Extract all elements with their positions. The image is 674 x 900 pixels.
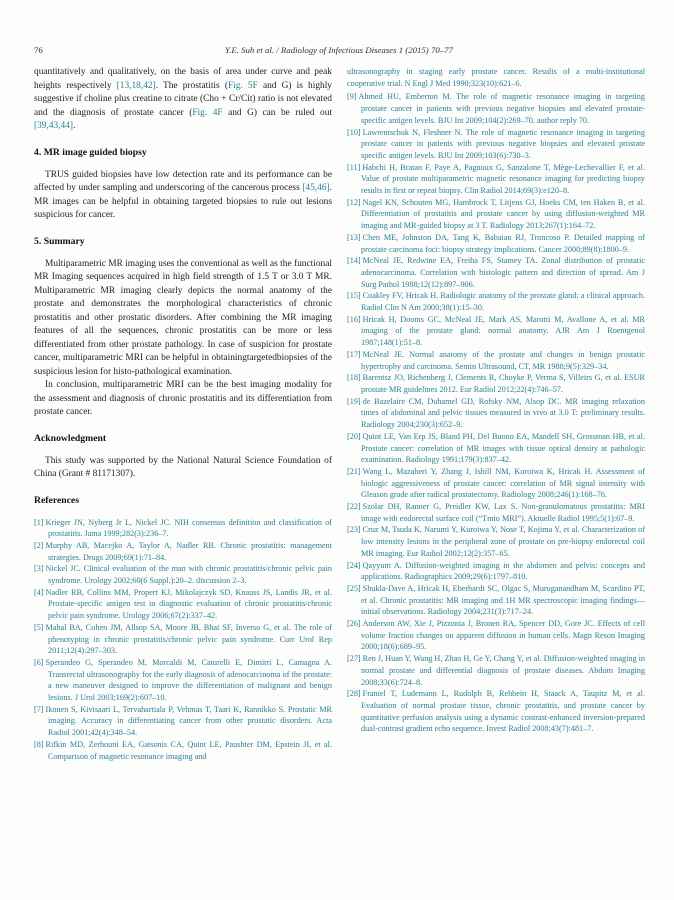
reference-entry <box>347 653 645 688</box>
reference-text: McNeal JE. Normal anatomy of the prostate and changes in benign prostatic hypertrophy and carcinoma. Semin Ultrasound, CT, MR 1988;9(5):329–34. <box>361 349 645 371</box>
reference-number: [4] <box>34 587 44 597</box>
acknowledgment-heading: Acknowledgment <box>34 432 107 444</box>
paragraph-summary-1: Multiparametric MR imaging uses the conventional as well as the functional MR Imaging sequences acquired in high field strength of 1.5 T or 3.0 T MR. Multiparametric MR imaging clearly depicts the normal anatomy of the prostate and demonstrates the morphological characteristics of chronic prostatitis and other prostatic disorders. After combining the MR imaging features of all the sequences, chronic prostatitis can be more or less differentiated from other prostate pathology. In case of suspicion for prostate cancer, multiparametric MRI can be helpful in obtainingtargetedbiopsies of the suspicious lesion for histo-pathological examination. <box>34 258 332 377</box>
reference-entry <box>347 560 645 583</box>
reference-entry <box>34 563 332 586</box>
reference-entry <box>347 583 645 618</box>
page-body <box>34 66 645 762</box>
text-run: quantitatively and qualitatively, on the basis of area under curve and peak heights respectively <box>34 67 332 91</box>
reference-text: Nagel KN, Schouten MG, Hambrock T, Litjens GJ, Hoeks CM, ten Haken B, et al. Differentiation of prostatitis and prostate cancer by using diffusion-weighted MR imaging and MR-guided biopsy at 3 T. Radiology 2013;267(1):164–72. <box>361 197 645 231</box>
reference-entry <box>34 587 332 622</box>
reference-entry <box>347 349 645 372</box>
reference-entry <box>34 540 332 563</box>
citation-link[interactable]: Fig. 4F <box>192 107 223 118</box>
references-heading: References <box>34 494 80 506</box>
reference-number: [22] <box>347 502 361 512</box>
reference-text: Szolar DH, Ranner G, Preidler KW, Lax S. Non-granulomatous prostatitis: MRI image with endorectal surface coil (“Tmio MRI”). Aktuelle Radiol 1995;5(1):67–9. <box>361 502 645 523</box>
reference-entry <box>347 255 645 290</box>
reference-number: [16] <box>347 314 361 324</box>
reference-text: de Bazelaire CM, Duhamel GD, Rofsky NM, Alsop DC. MR imaging relaxation times of abdominal and pelvic tissues measured in vivo at 3.0 T: preliminary results. Radiology 2004;230(3):652–9. <box>361 396 645 430</box>
reference-text: McNeal JE, Redwine EA, Freiha FS, Stamey TA. Zonal distribution of prostatic adenocarcinoma. Correlation with histologic pattern and direction of spread. Am J Surg Pathol 1988;12(12):897–906. <box>361 256 645 289</box>
reference-text: Wang L, Mazaheri Y, Zhang J, Ishill NM, Kuroiwa K, Hricak H. Assessment of biologic aggressiveness of prostate cancer: correlation of MR signal intensity with Gleason grade after radical prostatectomy. Radiology 2008;246(1):168–76. <box>361 466 645 500</box>
left-column <box>34 66 332 762</box>
reference-number: [15] <box>347 291 361 301</box>
reference-text: Franiel T, Ludemann L, Rudolph B, Rehbein H, Staack A, Taupitz M, et al. Evaluation of normal prostate tissue, chronic prostatitis, and prostate cancer by quantitative perfusion analysis using a dynamic contrast-enhanced inversion-prepared dual-contrast gradient echo sequence. Invest Radiol 2008;43(7):481–7. <box>361 689 645 734</box>
reference-entry <box>34 517 332 540</box>
reference-entry <box>347 688 645 735</box>
reference-entry <box>347 466 645 501</box>
reference-text: Barentsz JO, Richenberg J, Clements R, Choyke P, Verma S, Villeirs G, et al. ESUR prostate MR guidelines 2012. Eur Radiol 2012;22(4):746–57. <box>361 373 645 394</box>
reference-text: Habchi H, Bratan F, Paye A, Pagnoux G, Sanzalone T, Mège-Lechevallier F, et al. Value of prostate multiparametric magnetic resonance imaging for predicting biopsy results in first or repeat biopsy. Clin Radiol 2014;69(3):e120–8. <box>361 162 645 196</box>
reference-entry <box>347 162 645 197</box>
reference-entry <box>347 127 645 162</box>
paragraph-section4 <box>34 169 332 223</box>
citation-link[interactable]: [39,43,44] <box>34 121 74 131</box>
running-head: Y.E. Suh et al. / Radiology of Infectious Diseases 1 (2015) 70–77 <box>225 45 453 55</box>
reference-number: [20] <box>347 431 361 441</box>
text-run: and G) is highly suggestive if choline plus creatine to citrate (Cho + Cr/Cit) ratio is not elevated and the diagnosis of prostate cancer ( <box>34 80 332 118</box>
citation-link[interactable]: [45,46] <box>302 183 330 193</box>
reference-number: [19] <box>347 396 361 406</box>
citation-link[interactable]: Fig. 5F <box>227 80 258 91</box>
reference-text: Chen ME, Johnston DA, Tang K, Babaian RJ, Troncoso P. Detailed mapping of prostate carcinoma foci: biopsy strategy implications. Cancer 2000;89(8):1800–9. <box>361 232 645 254</box>
reference-entry <box>347 91 645 126</box>
reference-number: [17] <box>347 349 361 359</box>
reference-number: [13] <box>347 232 361 242</box>
reference-entry <box>347 232 645 255</box>
text-run: . <box>73 121 76 131</box>
reference-number: [1] <box>34 517 44 527</box>
reference-text: Coakley FV, Hricak H. Radiologic anatomy of the prostate gland: a clinical approach. Radiol Clin N Am 2000;38(1):15–30. <box>361 291 645 313</box>
paragraph-acknowledgment: This study was supported by the National Natural Science Foundation of China (Grant # 81171307). <box>34 455 332 479</box>
reference-number: [10] <box>347 127 361 137</box>
reference-entry <box>34 739 332 762</box>
reference-continuation: ultrasonography in staging early prostate cancer. Results of a multi-institutional cooperative trial. N Engl J Med 1990;323(10):621–6. <box>347 67 645 88</box>
section-heading-5: 5. Summary <box>34 235 85 247</box>
reference-number: [12] <box>347 197 361 207</box>
reference-entry <box>347 396 645 431</box>
reference-number: [18] <box>347 373 361 383</box>
reference-text: Ikonen S, Kivisaari L, Tervahartiala P, Vehmas T, Taari K, Rannikko S. Prostatic MR imaging. Accuracy in differentiating cancer from other prostatic disorders. Acta Radiol 2001;42(4):348–54. <box>45 704 332 738</box>
section-heading-4: 4. MR image guided biopsy <box>34 146 147 158</box>
reference-text: Quint LE, Van Erp JS, Bland PH, Del Buono EA, Mandell SH, Grossman HB, et al. Prostate cancer: correlation of MR images with tissue optical density at pathologic examination. Radiology 1991;179(3):837–42. <box>361 431 645 465</box>
reference-number: [2] <box>34 540 44 550</box>
reference-text: Lawrentschuk N, Fleshner N. The role of magnetic resonance imaging in targeting prostate cancer in patients with previous negative biopsies and elevated prostate specific antigen levels. BJU Int 2009;103(6):730–3. <box>361 127 645 160</box>
reference-number: [27] <box>347 654 361 664</box>
reference-number: [6] <box>34 657 44 667</box>
reference-number: [7] <box>34 704 44 714</box>
reference-number: [23] <box>347 525 361 535</box>
reference-text: Cruz M, Tsuda K, Narumi Y, Kuroiwa Y, Nose T, Kojima Y, et al. Characterization of low intensity lesions in the peripheral zone of prostate on pre-biopsy endorectal coil MR imaging. Eur Radiol 2002;12(2):357–65. <box>361 525 645 558</box>
text-run: . MR images can be helpful in obtaining targeted biopsies to rule out lesions suspicious for cancer. <box>34 183 332 220</box>
reference-text: Sperandeo G, Sperandeo M, Morcaldi M, Caturelli E, Dimitri L, Camagna A. Transrectal ultrasonography for the early diagnosis of adenocarcinoma of the prostate: a new maneuver designed to improve the differentiation of malignant and benign lesions. J Urol 2003;169(2):607–10. <box>45 657 332 703</box>
reference-text: Hricak H, Dooms GC, McNeal JE, Mark AS, Marotti M, Avallone A, et al. MR imaging of the prostate gland: normal anatomy. AJR Am J Roentgenol 1987;148(1):51–8. <box>361 314 645 348</box>
reference-number: [5] <box>34 622 44 632</box>
reference-number: [3] <box>34 564 44 574</box>
page-header <box>34 45 644 55</box>
reference-entry <box>347 618 645 653</box>
reference-text: Ahmed HU, Emberton M. The role of magnetic resonance imaging in targeting prostate cancer in patients with previous negative biopsies and elevated prostate-specific antigen levels. BJU Int 2009;104(2):269–70. author reply 70. <box>358 92 645 125</box>
reference-number: [25] <box>347 583 361 593</box>
reference-entry <box>34 657 332 704</box>
paragraph-continuation <box>34 66 332 134</box>
citation-link[interactable]: [13,18,42] <box>116 80 156 91</box>
reference-text: Murphy AB, Macejko A, Taylor A, Nadler RB. Chronic prostatitis: management strategies. Drugs 2009;69(1):71–84. <box>45 540 332 562</box>
paragraph-summary-2: In conclusion, multiparametric MRI can be the best imaging modality for the assessment and diagnosis of chronic prostatitis and its differentiation from prostate cancer. <box>34 380 332 417</box>
reference-entry <box>347 197 645 232</box>
reference-list-left <box>34 517 332 763</box>
reference-entry <box>347 290 645 313</box>
reference-entry <box>347 372 645 395</box>
reference-text: Ren J, Huan Y, Wang H, Zhao H, Ge Y, Chang Y, et al. Diffusion-weighted imaging in normal prostate and differential diagnosis of prostate diseases. Abdom Imaging 2008;33(6):724–8. <box>361 654 645 687</box>
page-number: 76 <box>34 45 43 55</box>
reference-list-right <box>347 91 645 735</box>
reference-text: Qayyum A. Diffusion-weighted imaging in the abdomen and pelvis: concepts and applications. Radiographics 2009;29(6):1797–810. <box>361 560 645 582</box>
reference-entry <box>347 314 645 349</box>
reference-number: [9] <box>347 92 357 102</box>
reference-text: Anderson AW, Xie J, Pizzonia J, Bronen RA, Spencer DD, Gore JC. Effects of cell volume fraction changes on apparent diffusion in human cells. Magn Reson Imaging 2000;18(6):689–95. <box>361 619 645 652</box>
right-column <box>347 66 645 762</box>
text-run: and G) can be ruled out <box>222 107 333 118</box>
reference-number: [26] <box>347 619 361 629</box>
reference-number: [8] <box>34 739 44 749</box>
reference-text: Nickel JC. Clinical evaluation of the man with chronic prostatitis/chronic pelvic pain syndrome. Urology 2002;60(6 Suppl.):20–2. discussion 2–3. <box>45 564 332 586</box>
reference-entry <box>347 524 645 559</box>
reference-entry <box>34 704 332 739</box>
reference-entry <box>347 501 645 524</box>
reference-number: [14] <box>347 256 361 266</box>
reference-text: Mahal BA, Cohen JM, Allsop SA, Moore JB, Bhai SF, Inverso G, et al. The role of phenotyping in chronic prostatitis/chronic pelvic pain syndrome. Curr Urol Rep 2011;12(4):297–303. <box>45 622 332 656</box>
reference-text: Krieger JN, Nyberg Jr L, Nickel JC. NIH consensus definition and classification of prostatitis. Jama 1999;282(3):236–7. <box>45 517 332 539</box>
reference-text: Rifkin MD, Zerhouni EA, Gatsonis CA, Quint LE, Paushter DM, Epstein JI, et al. Comparison of magnetic resonance imaging and <box>45 739 332 761</box>
text-run: . The prostatitis ( <box>155 80 228 91</box>
reference-entry <box>347 431 645 466</box>
reference-number: [28] <box>347 689 361 699</box>
reference-text: Shukla-Dave A, Hricak H, Eberhardt SC, Olgac S, Muruganandham M, Scardino PT, et al. Chronic prostatitis: MR imaging and 1H MR spectroscopic imaging findings—initial observations. Radiology 2004;231(3):717–24. <box>361 583 645 617</box>
text-run: TRUS guided biopsies have low detection rate and its performance can be affected by under sampling and underscoring of the cancerous process <box>34 169 332 193</box>
reference-number: [24] <box>347 560 361 570</box>
reference-text: Nadler RB, Collins MM, Propert KJ, Mikolajczyk SD, Knauss JS, Landis JR, et al. Prostate-specific antigen test in diagnostic evaluation of chronic prostatitis/chronic pelvic pain syndrome. Urology 2006;67(2):337–42. <box>45 587 332 621</box>
reference-number: [11] <box>347 162 361 172</box>
reference-entry <box>34 622 332 657</box>
reference-number: [21] <box>347 466 361 476</box>
